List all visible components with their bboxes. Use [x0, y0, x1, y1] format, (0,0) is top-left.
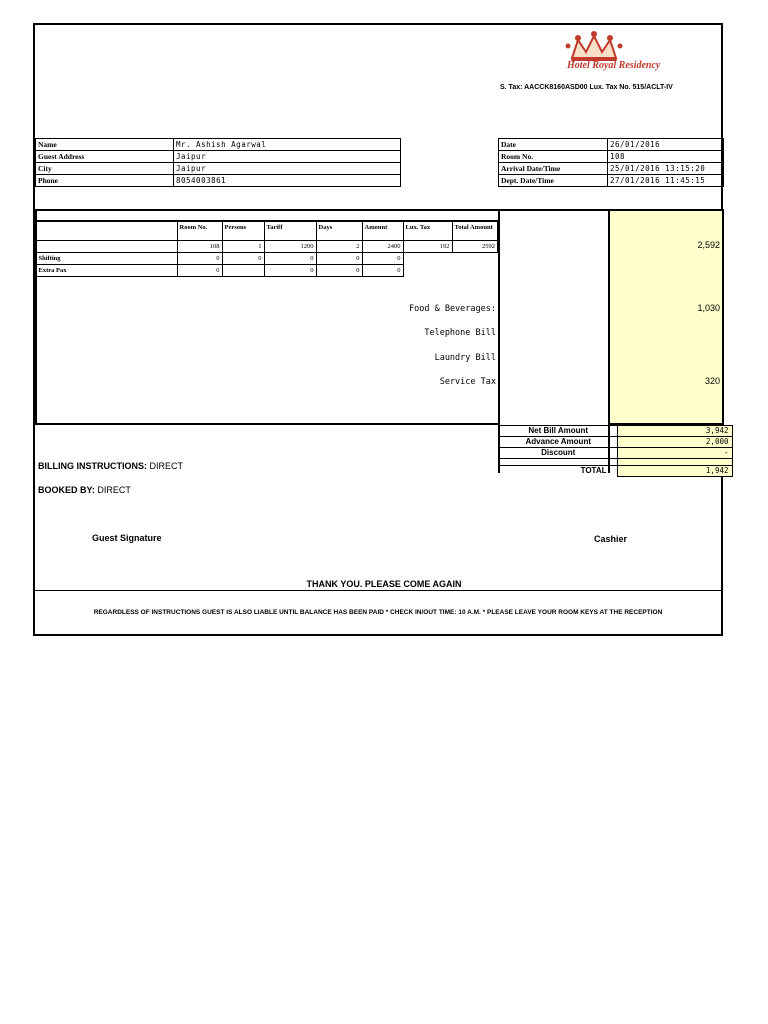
shifting-cell: 0 — [222, 253, 264, 265]
net-bill-label: Net Bill Amount — [500, 426, 618, 437]
service-tax-value: 320 — [704, 376, 720, 386]
departure-datetime: 27/01/2016 11:45:15 — [608, 175, 724, 187]
extra-pax-cell: 0 — [177, 265, 222, 277]
extra-pax-cell: 0 — [264, 265, 316, 277]
total-label: TOTAL — [580, 466, 607, 476]
cell-lux-tax: 192 — [403, 241, 452, 253]
service-tax-label: Service Tax — [439, 377, 496, 387]
name-label: Name — [36, 139, 174, 151]
room-charges-header — [37, 222, 498, 241]
footer-divider — [33, 590, 723, 591]
net-bill-row — [500, 426, 733, 437]
booked-by — [38, 485, 131, 495]
spacer-cell — [617, 459, 732, 466]
address-label: Guest Address — [36, 151, 174, 163]
extra-pax-cell: 0 — [362, 265, 403, 277]
extra-pax-blank — [403, 265, 452, 277]
shifting-cell: 0 — [362, 253, 403, 265]
departure-label: Dept. Date/Time — [499, 175, 608, 187]
extra-pax-row — [37, 265, 498, 277]
guest-signature: Guest Signature — [92, 533, 162, 543]
shifting-cell: 0 — [264, 253, 316, 265]
phone-label: Phone — [36, 175, 174, 187]
guest-row-name — [36, 139, 401, 151]
header-lux-tax: Lux. Tax — [403, 222, 452, 241]
date-label: Date — [499, 139, 608, 151]
guest-phone: 8054003861 — [174, 175, 401, 187]
stay-info-table — [498, 138, 724, 187]
guest-row-phone — [36, 175, 401, 187]
food-value: 1,030 — [697, 303, 720, 313]
cell-total-amount: 2592 — [452, 241, 498, 253]
header-persons: Persons — [222, 222, 264, 241]
room-label: Room No. — [499, 151, 608, 163]
stay-row-departure — [499, 175, 724, 187]
guest-info-table — [35, 138, 401, 187]
shifting-cell: 0 — [316, 253, 362, 265]
tax-registration: S. Tax: AACCK8160ASD00 Lux. Tax No. 515/ACLT-IV — [500, 84, 673, 91]
extra-pax-blank — [452, 265, 498, 277]
extra-pax-label: Extra Pax — [37, 265, 178, 277]
billing-value: DIRECT — [149, 461, 184, 471]
stay-row-room — [499, 151, 724, 163]
spacer-row — [500, 459, 733, 466]
room-row — [37, 241, 498, 253]
cell-days: 2 — [316, 241, 362, 253]
extra-pax-cell: 0 — [316, 265, 362, 277]
header-tariff: Tariff — [264, 222, 316, 241]
cell-amount: 2400 — [362, 241, 403, 253]
cell-persons: 1 — [222, 241, 264, 253]
guest-city: Jaipur — [174, 163, 401, 175]
city-label: City — [36, 163, 174, 175]
laundry-bill-label: Laundry Bill — [434, 353, 496, 363]
discount-label: Discount — [500, 448, 618, 459]
advance-label: Advance Amount — [500, 437, 618, 448]
room-number: 108 — [608, 151, 724, 163]
advance-value: 2,000 — [617, 437, 732, 448]
header-total-amount: Total Amount — [452, 222, 498, 241]
shifting-cell: 0 — [177, 253, 222, 265]
shifting-blank — [403, 253, 452, 265]
footer-note: REGARDLESS OF INSTRUCTIONS GUEST IS ALSO LIABLE UNTIL BALANCE HAS BEEN PAID * CHECK IN/OUT TIME: 10 A.M. * PLEASE LEAVE YOUR ROOM KEYS AT THE RECEPTION — [93, 609, 663, 616]
header-amount: Amount — [362, 222, 403, 241]
header-days: Days — [316, 222, 362, 241]
arrival-datetime: 25/01/2016 13:15:20 — [608, 163, 724, 175]
arrival-label: Arrival Date/Time — [499, 163, 608, 175]
stay-row-arrival — [499, 163, 724, 175]
total-row — [500, 466, 733, 477]
guest-name: Mr. Ashish Agarwal — [174, 139, 401, 151]
guest-row-address — [36, 151, 401, 163]
stay-row-date — [499, 139, 724, 151]
guest-row-city — [36, 163, 401, 175]
discount-row — [500, 448, 733, 459]
bill-date: 26/01/2016 — [608, 139, 724, 151]
food-beverages-label: Food & Beverages: — [409, 304, 496, 314]
total-value: 1,942 — [617, 466, 732, 477]
net-bill-value: 3,942 — [617, 426, 732, 437]
discount-value: - — [617, 448, 732, 459]
hotel-name: Hotel Royal Residency — [567, 60, 661, 71]
guest-address: Jaipur — [174, 151, 401, 163]
shifting-label: Shifting — [37, 253, 178, 265]
room-charges-table — [36, 221, 498, 277]
cell-room-no: 108 — [177, 241, 222, 253]
thank-you-message: THANK YOU. PLEASE COME AGAIN — [306, 579, 462, 589]
billing-instructions — [38, 461, 183, 471]
extra-pax-cell — [222, 265, 264, 277]
booked-value: DIRECT — [97, 485, 131, 495]
advance-row — [500, 437, 733, 448]
room-total-value: 2,592 — [697, 240, 720, 250]
header-spacer — [37, 222, 178, 241]
booked-label: BOOKED BY: — [38, 485, 95, 495]
billing-label: BILLING INSTRUCTIONS: — [38, 461, 147, 471]
totals-table — [499, 425, 733, 477]
cell-tariff: 1200 — [264, 241, 316, 253]
room-row-spacer — [37, 241, 178, 253]
shifting-blank — [452, 253, 498, 265]
spacer-cell — [500, 459, 618, 466]
header-room-no: Room No. — [177, 222, 222, 241]
shifting-row — [37, 253, 498, 265]
telephone-bill-label: Telephone Bill — [424, 328, 496, 338]
cashier-signature: Cashier — [594, 534, 628, 544]
